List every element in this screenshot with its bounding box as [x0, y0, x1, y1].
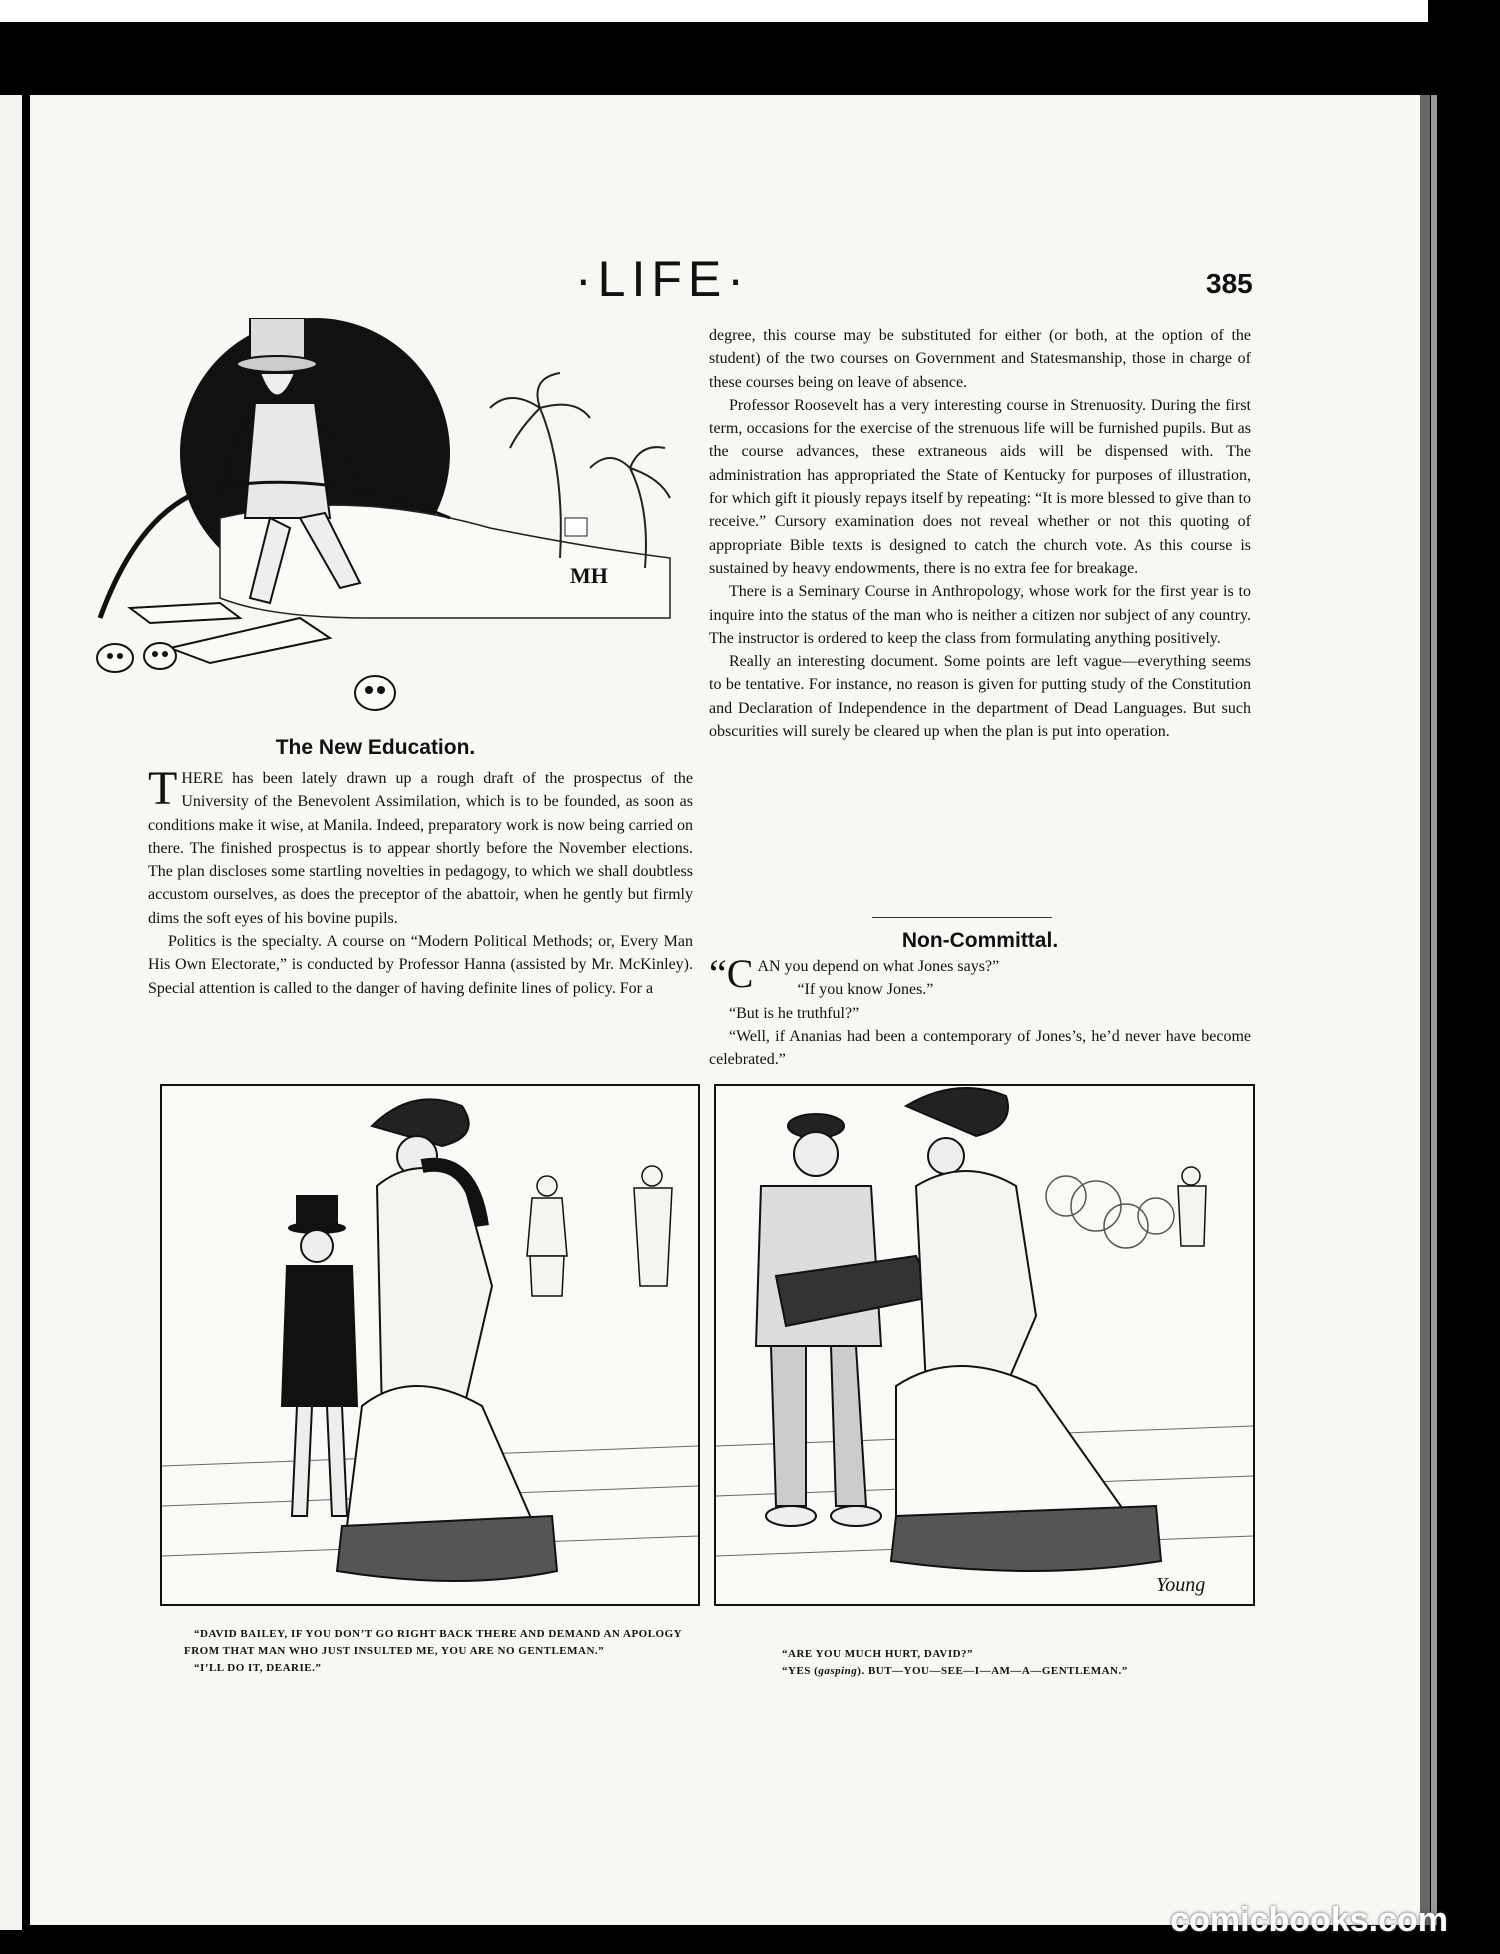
article-heading: The New Education. [275, 736, 476, 759]
masthead-title: ·LIFE· [575, 251, 750, 307]
cartoon-signature: Young [1156, 1574, 1206, 1596]
cartoon-drawing-right [716, 1086, 1253, 1604]
caption-line: “I’LL DO IT, DEARIE.” [194, 1662, 322, 1674]
article-paragraph: There is a Seminary Course in Anthropology, whose work for the first year is to inquire into the status of the man who is neither a citizen nor subject of any country. The instructor is ordered to keep the class from formulating anything positively. [709, 583, 1251, 647]
caption-line: “DAVID BAILEY, IF YOU DON’T GO RIGHT BACK THERE AND DEMAND AN APOLOGY FROM THAT MAN WHO JUST INSULTED ME, YOU ARE NO GENTLEMAN.” [184, 1628, 682, 1657]
joke-line-text: AN you depend on what Jones says?” [757, 958, 1000, 975]
drop-cap: T [148, 762, 178, 815]
cartoon-drawing-left [162, 1086, 698, 1604]
cartoon-caption-left [184, 1626, 684, 1677]
article-paragraph: Politics is the specialty. A course on “Modern Political Methods; or, Every Man His Own Electorate,” is conducted by Professor Hanna (assisted by Mr. McKinley). Special attention is called to the danger of having definite lines of policy. For a [148, 933, 693, 997]
joke-drop-cap: “C [709, 951, 754, 996]
joke-line: “If you know Jones.” [797, 981, 934, 999]
joke-line: “Well, if Ananias had been a contemporary of Jones’s, he’d never have become celebrated.” [709, 1027, 1251, 1069]
article-text: HERE has been lately drawn up a rough draft of the prospectus of the University of the Benevolent Assimilation, which is to be founded, as soon as conditions make it wise, at Manila. Indeed, preparatory work is now being carried on there. The finished prospectus is to appear shortly before the November elections. The plan discloses some startling novelties in pedagogy, to which we shall doubtless accustom ourselves, as does the preceptor of the abattoir, when he gently but firmly dims the soft eyes of his bovine pupils. [148, 770, 693, 927]
caption-line: “ARE YOU MUCH HURT, DAVID?” [782, 1648, 974, 1660]
article-paragraph: Professor Roosevelt has a very interesting course in Strenuosity. During the first term, occasions for the exercise of the strenuous life will be furnished pupils. But as the course advances, these extraneous aids will be dispensed with. The administration has appropriated the State of Kentucky for purposes of illustration, for which gift it piously repays itself by repeating: “It is more blessed to give than to receive.” Cursory examination does not reveal whether or not this quoting of appropriate Bible texts is designed to catch the church vote. As this course is sustained by heavy endowments, there is no extra fee for breakage. [709, 396, 1251, 577]
caption-text: ). BUT—YOU—SEE—I—AM—A—GENTLEMAN.” [857, 1665, 1128, 1677]
top-margin [0, 0, 1428, 22]
page-number: 385 [1206, 268, 1253, 299]
article-paragraph: degree, this course may be substituted for either (or both, at the option of the student) of the two courses on Government and Statesmanship, those in charge of these courses being on leave of absence. [709, 327, 1251, 391]
cartoon-panel-right [714, 1084, 1255, 1606]
illustration-signature: MH [570, 563, 608, 588]
article-paragraph: Really an interesting document. Some points are left vague—everything seems to be tentative. For instance, no reason is given for putting study of the Constitution and Declaration of Independence in the department of Dead Languages. But such obscurities will surely be cleared up when the plan is put into operation. [709, 653, 1251, 741]
previous-page-edge [0, 95, 22, 1930]
article-right-column [709, 324, 1251, 924]
cartoon-panel-left [160, 1084, 700, 1606]
article-left-column [148, 762, 693, 1067]
joke-heading: Non-Committal. [901, 929, 1059, 952]
caption-text-italic: gasping [818, 1665, 858, 1677]
joke-line: “But is he truthful?” [729, 1004, 860, 1022]
uncle-sam-illustration [70, 318, 695, 728]
article-paragraph [148, 762, 693, 930]
caption-line [772, 1663, 1252, 1680]
joke-text [709, 951, 1251, 1071]
watermark: comicbooks.com [1170, 1901, 1448, 1939]
section-divider [872, 917, 1052, 918]
page-edge [1431, 95, 1437, 1925]
caption-text: “YES ( [782, 1665, 819, 1677]
cartoon-caption-right [772, 1646, 1252, 1680]
